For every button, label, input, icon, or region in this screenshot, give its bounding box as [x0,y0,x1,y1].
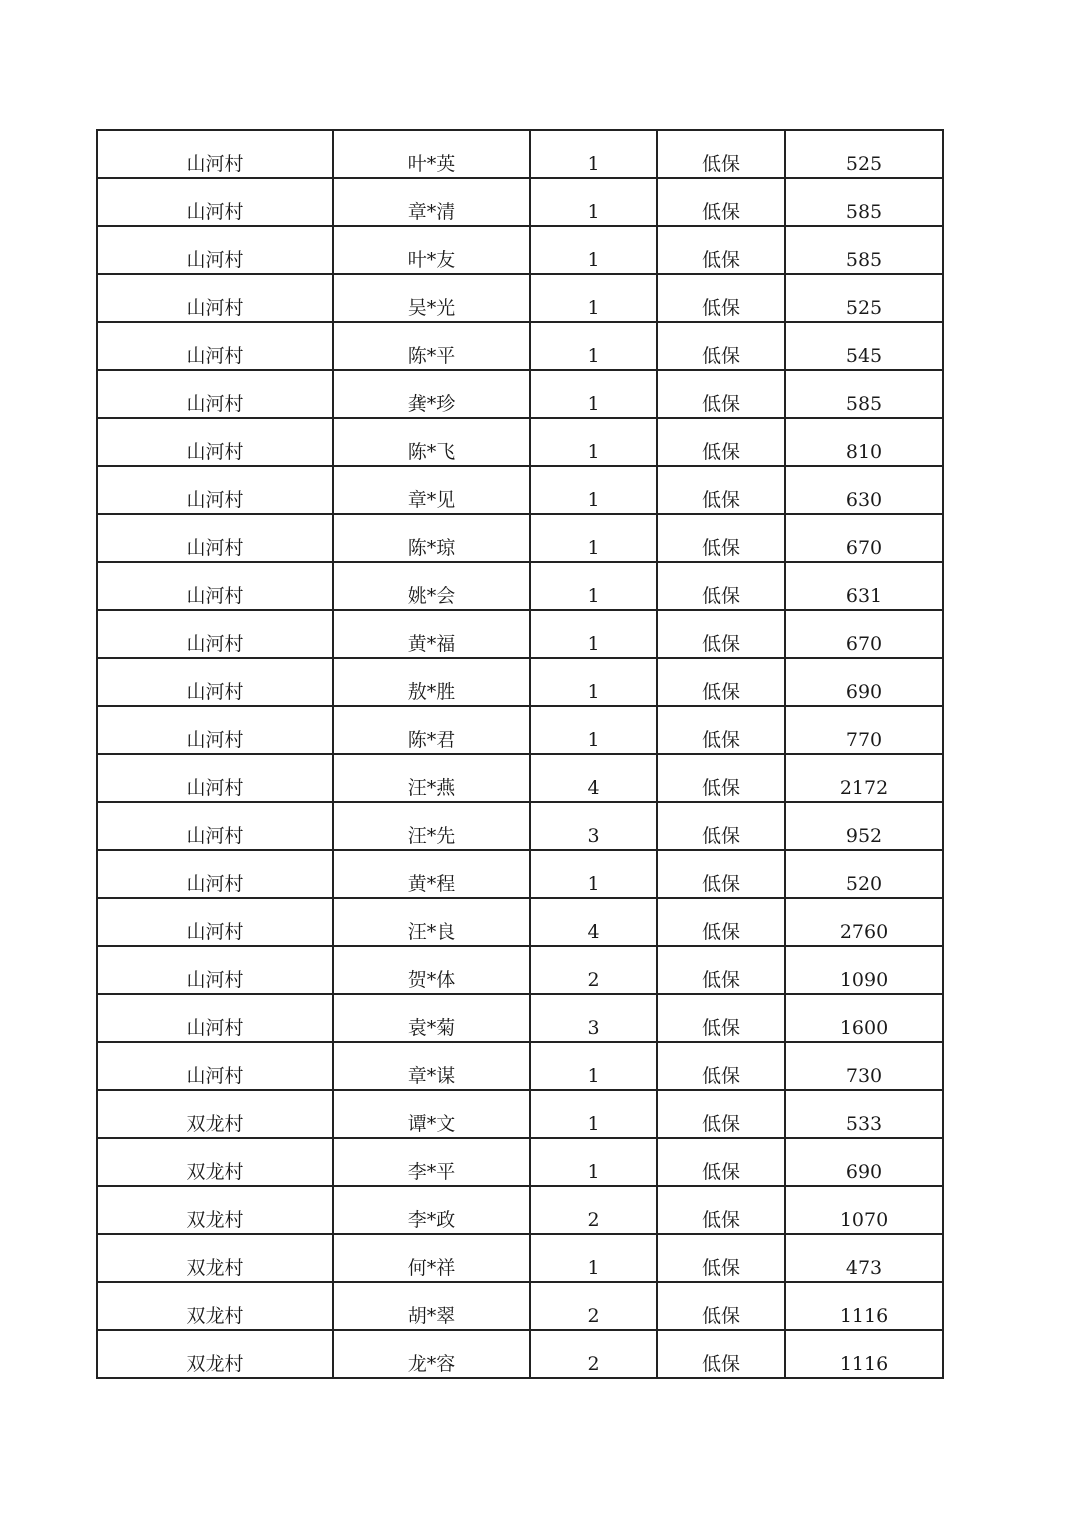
type-cell: 低保 [657,1330,785,1378]
members-cell: 3 [530,802,657,850]
members-cell: 2 [530,1282,657,1330]
members-cell: 1 [530,274,657,322]
village-cell: 山河村 [97,562,333,610]
members-cell: 1 [530,322,657,370]
village-cell: 山河村 [97,850,333,898]
type-cell: 低保 [657,1186,785,1234]
table-row [97,418,943,466]
table-row [97,1282,943,1330]
village-cell: 双龙村 [97,1090,333,1138]
village-cell: 山河村 [97,370,333,418]
table-row [97,754,943,802]
village-cell: 双龙村 [97,1330,333,1378]
type-cell: 低保 [657,226,785,274]
type-cell: 低保 [657,610,785,658]
village-cell: 双龙村 [97,1186,333,1234]
amount-cell: 690 [785,658,943,706]
type-cell: 低保 [657,418,785,466]
village-cell: 双龙村 [97,1138,333,1186]
name-cell: 胡*翠 [333,1282,530,1330]
type-cell: 低保 [657,802,785,850]
members-cell: 2 [530,1330,657,1378]
table-row [97,514,943,562]
type-cell: 低保 [657,898,785,946]
amount-cell: 545 [785,322,943,370]
name-cell: 龙*容 [333,1330,530,1378]
village-cell: 山河村 [97,322,333,370]
members-cell: 3 [530,994,657,1042]
members-cell: 1 [530,370,657,418]
village-cell: 山河村 [97,1042,333,1090]
type-cell: 低保 [657,706,785,754]
name-cell: 龚*珍 [333,370,530,418]
name-cell: 袁*菊 [333,994,530,1042]
table-row [97,1138,943,1186]
village-cell: 山河村 [97,658,333,706]
table-row [97,1330,943,1378]
name-cell: 叶*英 [333,130,530,178]
members-cell: 1 [530,850,657,898]
members-cell: 1 [530,178,657,226]
table-row [97,178,943,226]
name-cell: 汪*燕 [333,754,530,802]
members-cell: 4 [530,754,657,802]
type-cell: 低保 [657,1090,785,1138]
amount-cell: 631 [785,562,943,610]
amount-cell: 585 [785,226,943,274]
type-cell: 低保 [657,514,785,562]
members-cell: 1 [530,1042,657,1090]
village-cell: 山河村 [97,946,333,994]
amount-cell: 2760 [785,898,943,946]
type-cell: 低保 [657,1042,785,1090]
type-cell: 低保 [657,754,785,802]
village-cell: 山河村 [97,754,333,802]
name-cell: 章*谋 [333,1042,530,1090]
name-cell: 吴*光 [333,274,530,322]
table-row [97,1186,943,1234]
amount-cell: 585 [785,178,943,226]
table-row [97,130,943,178]
amount-cell: 473 [785,1234,943,1282]
type-cell: 低保 [657,1282,785,1330]
village-cell: 山河村 [97,274,333,322]
data-table [96,129,944,1379]
amount-cell: 690 [785,1138,943,1186]
village-cell: 山河村 [97,514,333,562]
name-cell: 李*政 [333,1186,530,1234]
name-cell: 汪*良 [333,898,530,946]
name-cell: 陈*君 [333,706,530,754]
table-row [97,1234,943,1282]
amount-cell: 810 [785,418,943,466]
members-cell: 4 [530,898,657,946]
amount-cell: 630 [785,466,943,514]
table-row [97,802,943,850]
village-cell: 双龙村 [97,1282,333,1330]
name-cell: 陈*平 [333,322,530,370]
name-cell: 章*清 [333,178,530,226]
amount-cell: 670 [785,514,943,562]
amount-cell: 730 [785,1042,943,1090]
table-row [97,850,943,898]
members-cell: 2 [530,1186,657,1234]
members-cell: 1 [530,226,657,274]
amount-cell: 1116 [785,1330,943,1378]
name-cell: 敖*胜 [333,658,530,706]
table-row [97,1042,943,1090]
name-cell: 黄*程 [333,850,530,898]
table-row [97,274,943,322]
table-row [97,610,943,658]
table-body [97,130,943,1378]
type-cell: 低保 [657,1138,785,1186]
type-cell: 低保 [657,658,785,706]
table-row [97,370,943,418]
type-cell: 低保 [657,130,785,178]
type-cell: 低保 [657,994,785,1042]
type-cell: 低保 [657,1234,785,1282]
village-cell: 山河村 [97,226,333,274]
village-cell: 双龙村 [97,1234,333,1282]
members-cell: 1 [530,610,657,658]
name-cell: 贺*体 [333,946,530,994]
members-cell: 1 [530,1090,657,1138]
type-cell: 低保 [657,274,785,322]
name-cell: 陈*琼 [333,514,530,562]
amount-cell: 1070 [785,1186,943,1234]
village-cell: 山河村 [97,178,333,226]
village-cell: 山河村 [97,706,333,754]
amount-cell: 585 [785,370,943,418]
type-cell: 低保 [657,178,785,226]
members-cell: 1 [530,706,657,754]
table-row [97,466,943,514]
amount-cell: 525 [785,274,943,322]
name-cell: 汪*先 [333,802,530,850]
village-cell: 山河村 [97,802,333,850]
members-cell: 1 [530,1138,657,1186]
amount-cell: 525 [785,130,943,178]
amount-cell: 520 [785,850,943,898]
amount-cell: 670 [785,610,943,658]
amount-cell: 533 [785,1090,943,1138]
amount-cell: 952 [785,802,943,850]
name-cell: 李*平 [333,1138,530,1186]
members-cell: 1 [530,130,657,178]
village-cell: 山河村 [97,898,333,946]
type-cell: 低保 [657,370,785,418]
name-cell: 谭*文 [333,1090,530,1138]
table-row [97,994,943,1042]
name-cell: 陈*飞 [333,418,530,466]
table-row [97,1090,943,1138]
table-row [97,706,943,754]
table-row [97,562,943,610]
members-cell: 2 [530,946,657,994]
amount-cell: 2172 [785,754,943,802]
members-cell: 1 [530,658,657,706]
name-cell: 何*祥 [333,1234,530,1282]
table-row [97,946,943,994]
members-cell: 1 [530,418,657,466]
type-cell: 低保 [657,850,785,898]
village-cell: 山河村 [97,466,333,514]
table-row [97,226,943,274]
village-cell: 山河村 [97,994,333,1042]
name-cell: 黄*福 [333,610,530,658]
name-cell: 章*见 [333,466,530,514]
village-cell: 山河村 [97,130,333,178]
table-row [97,898,943,946]
type-cell: 低保 [657,466,785,514]
name-cell: 姚*会 [333,562,530,610]
amount-cell: 770 [785,706,943,754]
members-cell: 1 [530,514,657,562]
type-cell: 低保 [657,562,785,610]
members-cell: 1 [530,1234,657,1282]
type-cell: 低保 [657,946,785,994]
members-cell: 1 [530,562,657,610]
amount-cell: 1116 [785,1282,943,1330]
table-row [97,658,943,706]
members-cell: 1 [530,466,657,514]
amount-cell: 1090 [785,946,943,994]
village-cell: 山河村 [97,418,333,466]
name-cell: 叶*友 [333,226,530,274]
village-cell: 山河村 [97,610,333,658]
amount-cell: 1600 [785,994,943,1042]
type-cell: 低保 [657,322,785,370]
table-row [97,322,943,370]
